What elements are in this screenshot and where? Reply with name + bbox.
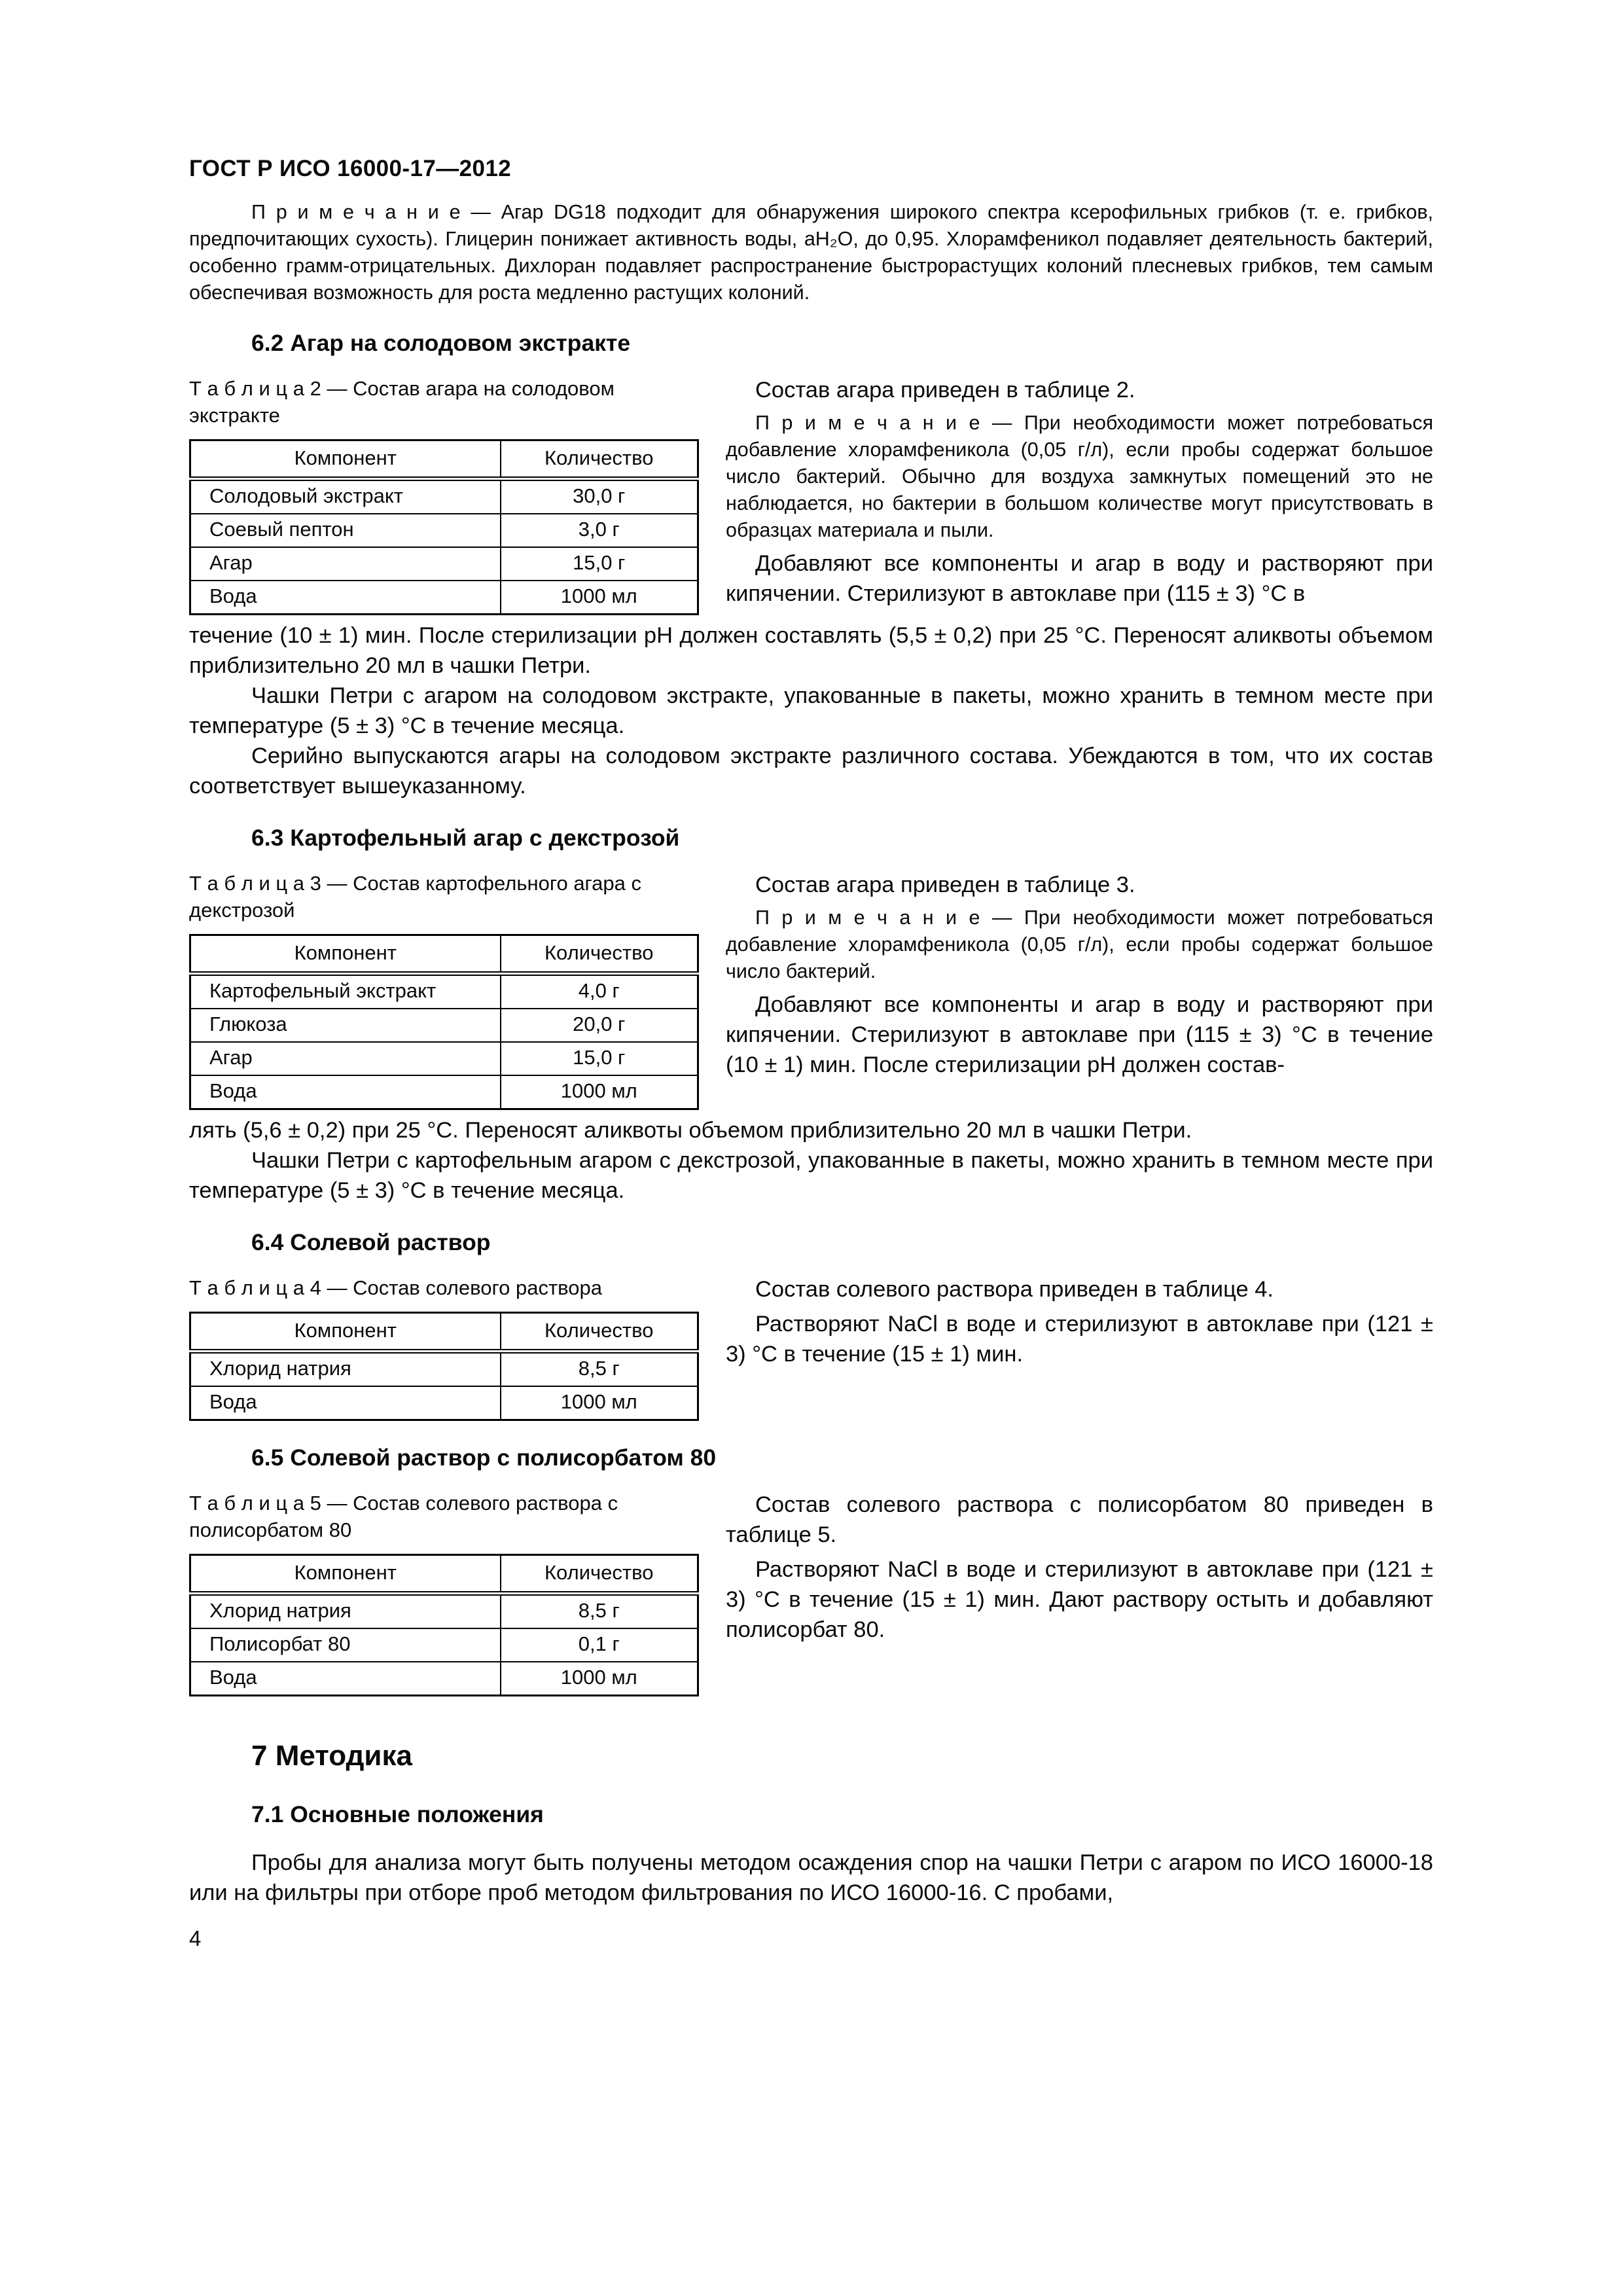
table-cell-quantity: 20,0 г <box>501 1009 698 1042</box>
section-6-4-table-column <box>189 1274 700 1421</box>
table-row <box>190 1594 698 1629</box>
paragraph: Состав солевого раствора приведен в таблице 4. <box>755 1277 1274 1302</box>
table-header-row <box>190 1313 698 1352</box>
paragraph: Добавляют все компоненты и агар в воду и растворяют при кипячении. Стерилизуют в автоклаве при (115 ± 3) °C в течение (10 ± 1) мин. После стерилизации pH должен состав- <box>726 992 1433 1077</box>
document-header: ГОСТ Р ИСО 16000-17—2012 <box>189 156 512 181</box>
section-6-4-columns <box>189 1274 1433 1421</box>
table-cell-component: Картофельный экстракт <box>190 974 501 1009</box>
note-paragraph: П р и м е ч а н и е — При необходимости может потребоваться добавление хлорамфеникола (0,05 г/л), если пробы содержат большое число бактерий. Обычно для воздуха замкнутых помещений это не наблюдается, но бактерии в большом количестве могут присутствовать в образцах материала и пыли. <box>726 412 1433 541</box>
table-2-header-component: Компонент <box>190 440 501 479</box>
table-cell-component: Вода <box>190 1386 501 1420</box>
table-cell-component: Солодовый экстракт <box>190 479 501 514</box>
section-7-1-heading: 7.1 Основные положения <box>251 1801 544 1827</box>
table-cell-quantity: 1000 мл <box>501 1662 698 1696</box>
table-5-caption: Т а б л и ц а 5 — Состав солевого раствора с полисорбатом 80 <box>189 1492 618 1541</box>
table-2 <box>189 439 699 615</box>
table-3 <box>189 934 699 1110</box>
page-number: 4 <box>189 1926 202 1950</box>
paragraph: Состав агара приведен в таблице 3. <box>755 872 1135 897</box>
paragraph: Добавляют все компоненты и агар в воду и растворяют при кипячении. Стерилизуют в автоклаве при (115 ± 3) °C в <box>726 551 1433 606</box>
table-4 <box>189 1312 699 1421</box>
table-row <box>190 1042 698 1075</box>
table-row <box>190 514 698 547</box>
table-cell-component: Соевый пептон <box>190 514 501 547</box>
paragraph: Чашки Петри с картофельным агаром с декстрозой, упакованные в пакеты, можно хранить в темном месте при температуре (5 ± 3) °C в течение месяца. <box>189 1148 1433 1203</box>
table-header-row <box>190 935 698 974</box>
table-row <box>190 1009 698 1042</box>
table-5 <box>189 1554 699 1696</box>
table-row <box>190 1628 698 1662</box>
section-6-2-table-column <box>189 375 700 615</box>
section-6-5-columns <box>189 1490 1433 1696</box>
table-row <box>190 1075 698 1109</box>
table-cell-quantity: 15,0 г <box>501 547 698 581</box>
table-row <box>190 479 698 514</box>
section-6-3-text-column <box>726 870 1433 1080</box>
table-cell-component: Хлорид натрия <box>190 1594 501 1629</box>
table-cell-component: Вода <box>190 1662 501 1696</box>
table-cell-quantity: 8,5 г <box>501 1352 698 1387</box>
note-paragraph: П р и м е ч а н и е — При необходимости может потребоваться добавление хлорамфеникола (0,05 г/л), если пробы содержат большое число бактерий. <box>726 906 1433 982</box>
table-4-caption: Т а б л и ц а 4 — Состав солевого раствора <box>189 1276 602 1299</box>
section-7-heading: 7 Методика <box>251 1740 412 1772</box>
table-cell-component: Глюкоза <box>190 1009 501 1042</box>
section-6-5-heading: 6.5 Солевой раствор с полисорбатом 80 <box>251 1444 717 1471</box>
section-6-5-table-column <box>189 1490 700 1696</box>
table-3-caption: Т а б л и ц а 3 — Состав картофельного агара с декстрозой <box>189 872 642 922</box>
table-cell-component: Вода <box>190 581 501 615</box>
document-page <box>189 156 1433 1951</box>
section-6-4-heading: 6.4 Солевой раствор <box>251 1229 491 1255</box>
table-5-header-quantity: Количество <box>501 1555 698 1594</box>
table-cell-quantity: 30,0 г <box>501 479 698 514</box>
table-cell-component: Агар <box>190 547 501 581</box>
section-6-3-table-column <box>189 870 700 1110</box>
table-cell-quantity: 4,0 г <box>501 974 698 1009</box>
table-2-caption: Т а б л и ц а 2 — Состав агара на солодовом экстракте <box>189 377 615 427</box>
table-row <box>190 974 698 1009</box>
table-4-header-quantity: Количество <box>501 1313 698 1352</box>
paragraph: Пробы для анализа могут быть получены методом осаждения спор на чашки Петри с агаром по ИСО 16000-18 или на фильтры при отборе проб методом фильтрования по ИСО 16000-16. С пробами, <box>189 1850 1433 1905</box>
table-cell-component: Хлорид натрия <box>190 1352 501 1387</box>
table-cell-quantity: 3,0 г <box>501 514 698 547</box>
table-cell-quantity: 1000 мл <box>501 581 698 615</box>
table-cell-quantity: 8,5 г <box>501 1594 698 1629</box>
table-cell-component: Полисорбат 80 <box>190 1628 501 1662</box>
intro-note: П р и м е ч а н и е — Агар DG18 подходит для обнаружения широкого спектра ксерофильных грибков (т. е. грибков, предпочитающих сухость). Глицерин понижает активность воды, aH₂O, до 0,95. Хлорамфеникол подавляет деятельность бактерий, особенно грамм-отрицательных. Дихлоран подавляет распространение быстрорастущих колоний плесневых грибков, тем самым обеспечивая возможность для роста медленно растущих колоний. <box>189 201 1433 304</box>
section-6-3-heading: 6.3 Картофельный агар с декстрозой <box>251 825 680 851</box>
section-6-3-columns <box>189 870 1433 1110</box>
table-cell-quantity: 1000 мл <box>501 1386 698 1420</box>
table-3-header-component: Компонент <box>190 935 501 974</box>
table-2-header-quantity: Количество <box>501 440 698 479</box>
table-row <box>190 1386 698 1420</box>
table-row <box>190 547 698 581</box>
section-6-2-text-column <box>726 375 1433 609</box>
paragraph: Растворяют NaCl в воде и стерилизуют в автоклаве при (121 ± 3) °C в течение (15 ± 1) мин. <box>726 1312 1433 1367</box>
paragraph: Состав солевого раствора с полисорбатом 80 приведен в таблице 5. <box>726 1492 1433 1547</box>
paragraph: Растворяют NaCl в воде и стерилизуют в автоклаве при (121 ± 3) °C в течение (15 ± 1) мин. Дают раствору остыть и добавляют полисорбат 80. <box>726 1557 1433 1642</box>
table-header-row <box>190 1555 698 1594</box>
section-6-2-columns <box>189 375 1433 615</box>
paragraph-continuation: лять (5,6 ± 0,2) при 25 °C. Переносят аликвоты объемом приблизительно 20 мл в чашки Петри. <box>189 1118 1192 1143</box>
table-cell-component: Агар <box>190 1042 501 1075</box>
table-header-row <box>190 440 698 479</box>
table-4-header-component: Компонент <box>190 1313 501 1352</box>
table-row <box>190 1352 698 1387</box>
table-cell-quantity: 1000 мл <box>501 1075 698 1109</box>
section-6-5-text-column <box>726 1490 1433 1645</box>
table-3-header-quantity: Количество <box>501 935 698 974</box>
table-row <box>190 581 698 615</box>
section-6-4-text-column <box>726 1274 1433 1369</box>
section-6-2-heading: 6.2 Агар на солодовом экстракте <box>251 330 631 356</box>
paragraph: Состав агара приведен в таблице 2. <box>755 378 1135 403</box>
table-row <box>190 1662 698 1696</box>
paragraph-continuation: течение (10 ± 1) мин. После стерилизации pH должен составлять (5,5 ± 0,2) при 25 °C. Переносят аликвоты объемом приблизительно 20 мл в чашки Петри. <box>189 623 1433 678</box>
table-cell-quantity: 15,0 г <box>501 1042 698 1075</box>
table-5-header-component: Компонент <box>190 1555 501 1594</box>
paragraph: Серийно выпускаются агары на солодовом экстракте различного состава. Убеждаются в том, что их состав соответствует вышеуказанному. <box>189 744 1433 798</box>
paragraph: Чашки Петри с агаром на солодовом экстракте, упакованные в пакеты, можно хранить в темном месте при температуре (5 ± 3) °C в течение месяца. <box>189 683 1433 738</box>
table-cell-quantity: 0,1 г <box>501 1628 698 1662</box>
table-cell-component: Вода <box>190 1075 501 1109</box>
